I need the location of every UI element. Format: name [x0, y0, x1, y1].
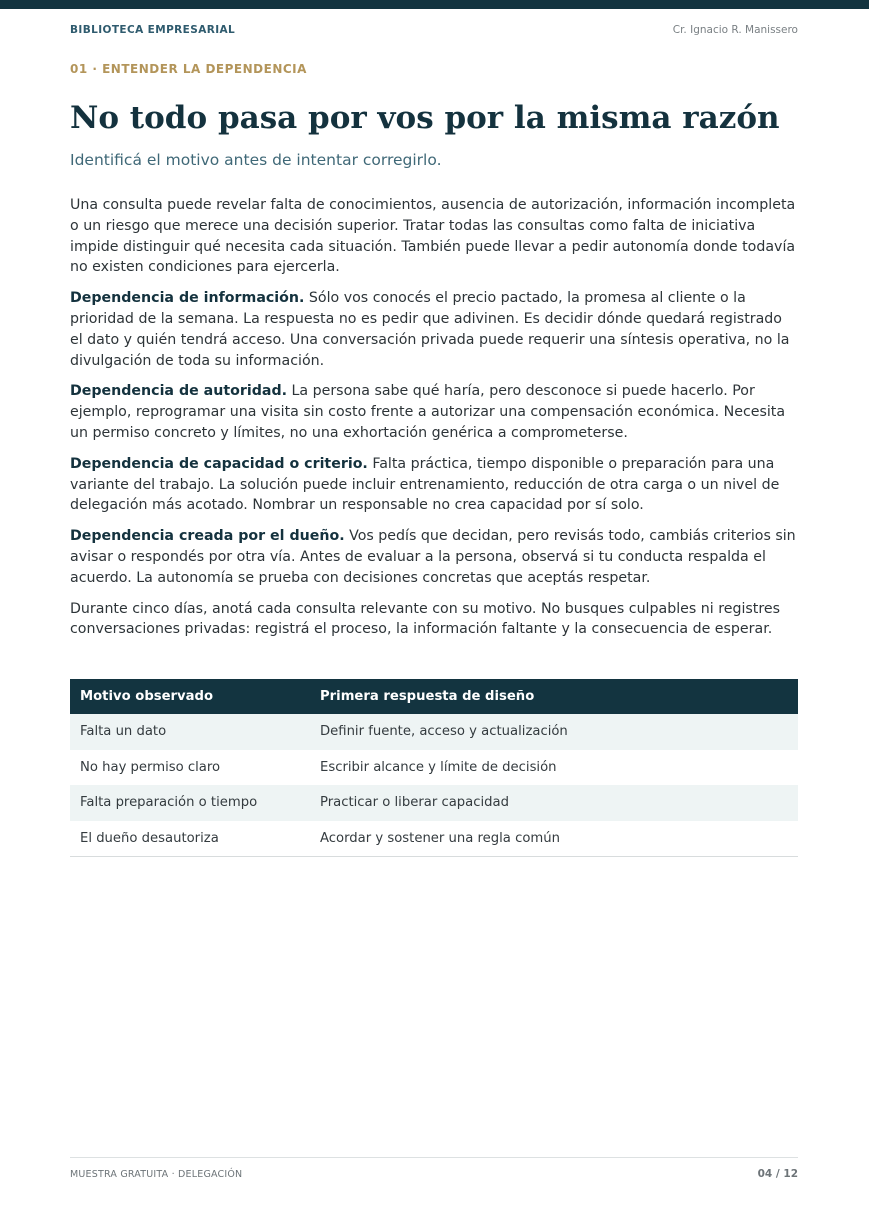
table-row: [70, 714, 798, 750]
table-cell-respuesta: Definir fuente, acceso y actualización: [310, 714, 798, 750]
brand-name: BIBLIOTECA EMPRESARIAL: [70, 24, 236, 36]
text-dueno: Vos pedís que decidan, pero revisás todo, cambiás criterios sin avisar o respondés por otra vía. Antes de evaluar a la persona, observá si tu conducta respalda el acuerdo. La autonomía se prueba con decisiones concretas que aceptás respetar.: [70, 528, 796, 586]
table-cell-motivo: El dueño desautoriza: [70, 821, 310, 857]
text-informacion: Sólo vos conocés el precio pactado, la promesa al cliente o la prioridad de la semana. La respuesta no es pedir que adivinen. Es decidir dónde quedará registrado el dato y quién tendrá acceso. Una conversación privada puede requerir una síntesis operativa, no la divulgación de toda su información.: [70, 290, 790, 369]
author-name: Cr. Ignacio R. Manissero: [672, 24, 798, 36]
table-header-row: [70, 679, 798, 714]
paragraph-dueno: [70, 526, 799, 588]
page-title: No todo pasa por vos por la misma razón: [70, 100, 780, 136]
term-dueno: Dependencia creada por el dueño.: [70, 528, 345, 545]
term-capacidad: Dependencia de capacidad o criterio.: [70, 455, 368, 472]
body-content: [70, 195, 799, 650]
motives-table: [70, 679, 798, 857]
column-header-respuesta: Primera respuesta de diseño: [310, 679, 798, 714]
table-cell-motivo: Falta preparación o tiempo: [70, 785, 310, 821]
table-cell-motivo: No hay permiso claro: [80, 759, 221, 775]
paragraph-capacidad: [70, 454, 799, 516]
table-row: [70, 785, 798, 821]
page-header: [70, 24, 798, 40]
intro-paragraph: Una consulta puede revelar falta de conocimientos, ausencia de autorización, información incompleta o un riesgo que merece una decisión superior. Tratar todas las consultas como falta de iniciativa impide distinguir qué necesita cada situación. También puede llevar a pedir autonomía donde todavía no existen condiciones para ejercerla.: [70, 197, 796, 276]
text-capacidad: Falta práctica, tiempo disponible o preparación para una variante del trabajo. La solución puede incluir entrenamiento, reducción de otra carga o un nivel de delegación más acotado. Nombrar un responsable no crea capacidad por sí solo.: [70, 455, 780, 514]
footer-divider: [70, 1157, 798, 1158]
paragraph-autoridad: [70, 381, 799, 443]
text-autoridad: La persona sabe qué haría, pero desconoce si puede hacerlo. Por ejemplo, reprogramar una visita sin costo frente a autorizar una compensación económica. Necesita un permiso concreto y límites, no una exhortación genérica a comprometerse.: [70, 383, 786, 441]
footer-label: MUESTRA GRATUITA · DELEGACIÓN: [70, 1169, 243, 1180]
page-subtitle: Identificá el motivo antes de intentar corregirlo.: [70, 151, 442, 169]
term-informacion: Dependencia de información.: [70, 290, 305, 307]
closing-paragraph: Durante cinco días, anotá cada consulta relevante con su motivo. No busques culpables ni registres conversaciones privadas: registrá el proceso, la información faltante y la consecuencia de esperar.: [70, 600, 781, 638]
table-cell-motivo: Falta un dato: [70, 714, 310, 750]
section-label: 01 · ENTENDER LA DEPENDENCIA: [70, 62, 307, 76]
paragraph-informacion: [70, 288, 799, 371]
table-row: [70, 821, 798, 857]
column-header-motivo: Motivo observado: [70, 679, 310, 714]
page-number: 04 / 12: [757, 1168, 798, 1180]
top-accent-bar: [0, 0, 869, 9]
table-cell-respuesta: Practicar o liberar capacidad: [310, 785, 798, 821]
table-cell-respuesta: Escribir alcance y límite de decisión: [320, 759, 557, 775]
table-cell-respuesta: Acordar y sostener una regla común: [310, 821, 798, 857]
term-autoridad: Dependencia de autoridad.: [70, 383, 287, 400]
table-row: [70, 750, 798, 786]
